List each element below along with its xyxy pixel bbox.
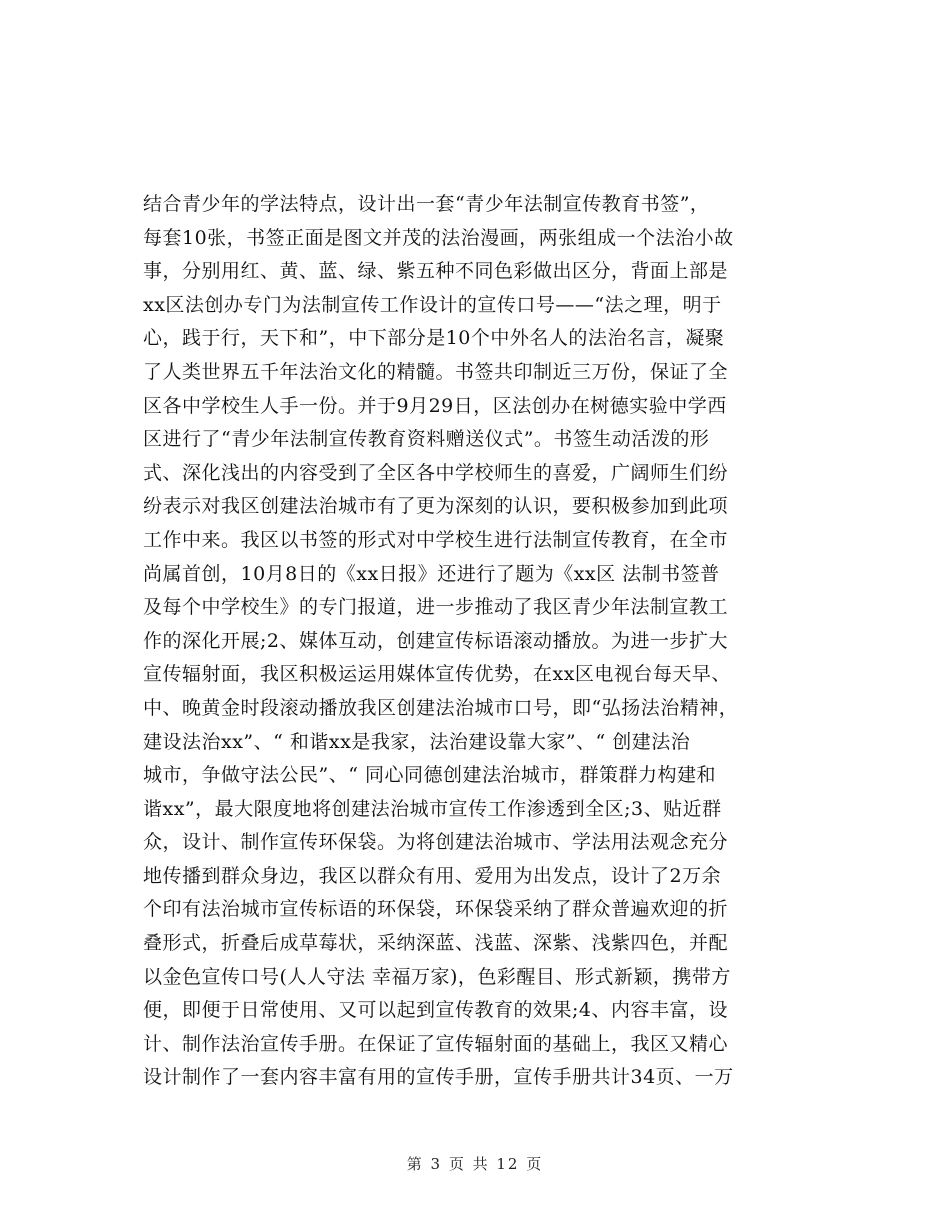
body-text [143, 188, 803, 1095]
text-line: 结合青少年的学法特点，设计出一套“青少年法制宣传教育书签”， [143, 193, 710, 215]
text-line: 区进行了“青少年法制宣传教育资料赠送仪式”。书签生动活泼的形 [143, 428, 710, 451]
text-line: 建设法治xx”、“ 和谐xx是我家，法治建设靠大家”、“ 创建法治 [143, 730, 691, 753]
text-line: 区各中学校生人手一份。并于9月29日，区法创办在树德实验中学西 [143, 394, 727, 417]
text-line: 事，分别用红、黄、蓝、绿、紫五种不同色彩做出区分，背面上部是 [143, 260, 729, 283]
text-line: 宣传辐射面，我区积极运运用媒体宣传优势，在xx区电视台每天早、 [143, 663, 731, 686]
text-line: 工作中来。我区以书签的形式对中学校生进行法制宣传教育，在全市 [143, 528, 729, 551]
text-line: 设计制作了一套内容丰富有用的宣传手册，宣传手册共计34页、一万 [143, 1066, 734, 1089]
text-line: 及每个中学校生》的专门报道，进一步推动了我区青少年法制宣教工 [143, 596, 729, 619]
text-line: 城市，争做守法公民”、“ 同心同德创建法治城市，群策群力构建和 [143, 764, 716, 787]
text-line: 中、晚黄金时段滚动播放我区创建法治城市口号，即“弘扬法治精神， [143, 696, 739, 719]
text-line: 心，践于行，天下和”，中下部分是10个中外名人的法治名言，凝聚 [143, 327, 725, 350]
text-line: 谐xx”，最大限度地将创建法治城市宣传工作渗透到全区;3、贴近群 [143, 797, 722, 820]
text-line: 众，设计、制作宣传环保袋。为将创建法治城市、学法用法观念充分 [143, 831, 729, 854]
text-line: 个印有法治城市宣传标语的环保袋，环保袋采纳了群众普遍欢迎的折 [143, 898, 729, 921]
text-line: xx区法创办专门为法制宣传工作设计的宣传口号——“法之理，明于 [143, 293, 722, 316]
text-line: 纷表示对我区创建法治城市有了更为深刻的认识，要积极参加到此项 [143, 495, 729, 518]
text-line: 地传播到群众身边，我区以群众有用、爱用为出发点，设计了2万余 [143, 864, 722, 887]
text-line: 尚属首创，10月8日的《xx日报》还进行了题为《xx区 法制书签普 [143, 562, 720, 585]
text-line: 叠形式，折叠后成草莓状，采纳深蓝、浅蓝、深紫、浅紫四色，并配 [143, 932, 729, 955]
text-line: 了人类世界五千年法治文化的精髓。书签共印制近三万份，保证了全 [143, 360, 729, 383]
text-line: 作的深化开展;2、媒体互动，创建宣传标语滚动播放。为进一步扩大 [143, 629, 728, 652]
page-footer: 第 3 页 共 12 页 [406, 1155, 544, 1173]
text-line: 计、制作法治宣传手册。在保证了宣传辐射面的基础上，我区又精心 [143, 1032, 729, 1055]
text-line: 每套10张，书签正面是图文并茂的法治漫画，两张组成一个法治小故 [143, 226, 734, 249]
text-line: 式、深化浅出的内容受到了全区各中学校师生的喜爱，广阔师生们纷 [143, 461, 729, 484]
text-line: 以金色宣传口号(人人守法 幸福万家)，色彩醒目、形式新颖，携带方 [143, 965, 731, 988]
text-line: 便，即便于日常使用、又可以起到宣传教育的效果;4、内容丰富，设 [143, 999, 728, 1022]
